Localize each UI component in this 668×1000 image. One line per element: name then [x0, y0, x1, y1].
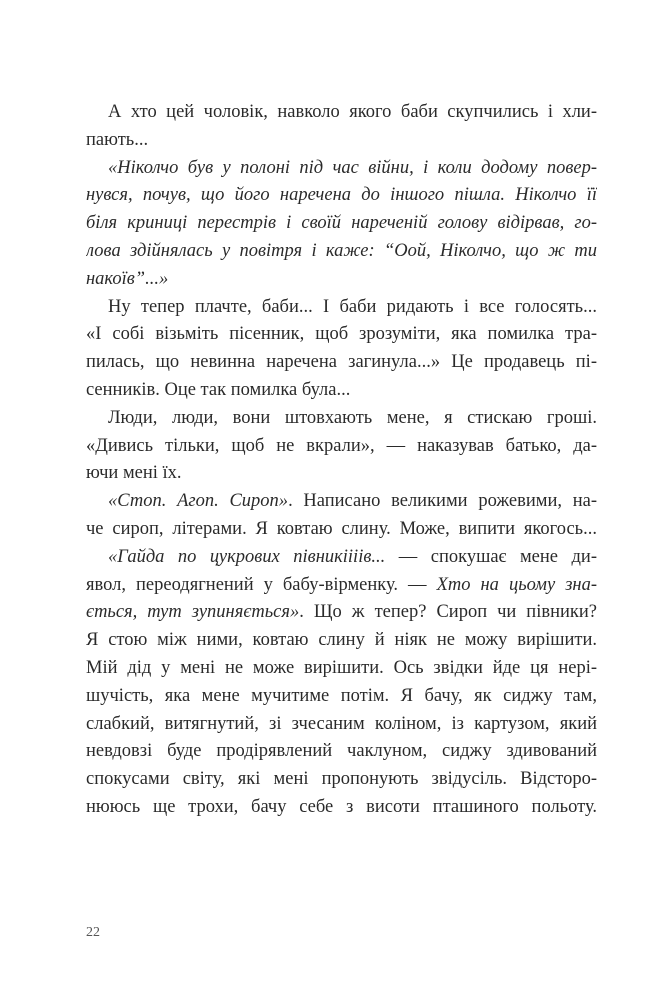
- text-segment: Ну тепер плачте, баби... І баби ридають і все голосять...: [108, 296, 597, 317]
- text-line: [86, 488, 597, 516]
- text-segment: — спокушає мене ди-: [385, 546, 597, 567]
- text-segment: «Дивись тільки, щоб не вкрали», — наказував батько, да-: [86, 435, 597, 456]
- text-segment: пилась, що невинна наречена загинула...» Це продавець пі-: [86, 352, 597, 373]
- text-line: [86, 738, 597, 766]
- body-text: [86, 99, 597, 822]
- italic-quote: нувся, почув, що його наречена до іншого пішла. Ніколчо її: [86, 185, 597, 206]
- italic-quote: Хто на цьому зна-: [436, 574, 597, 595]
- text-line: [86, 377, 597, 405]
- text-segment: пають...: [86, 129, 149, 150]
- text-line: [86, 683, 597, 711]
- text-segment: А хто цей чоловік, навколо якого баби скупчились і хли-: [108, 102, 597, 122]
- text-line: [86, 711, 597, 739]
- text-line: [86, 655, 597, 683]
- text-line: [86, 99, 597, 127]
- italic-quote: ється, тут зупиняється»: [86, 602, 300, 623]
- text-segment: . Що ж тепер? Сироп чи півники?: [299, 602, 597, 623]
- italic-quote: «Гайда по цукрових півникіііів...: [108, 546, 386, 567]
- text-segment: Люди, люди, вони штовхають мене, я стискаю гроші.: [108, 407, 597, 428]
- text-line: [86, 238, 597, 266]
- text-line: [86, 572, 597, 600]
- text-line: [86, 460, 597, 488]
- italic-quote: лова здійнялась у повітря і каже: “Оой, Ніколчо, що ж ти: [86, 240, 597, 261]
- text-segment: ючи мені їх.: [86, 463, 182, 484]
- text-line: [86, 599, 597, 627]
- text-segment: шучість, яка мене мучитиме потім. Я бачу, як сиджу там,: [86, 685, 597, 706]
- text-line: [86, 127, 597, 155]
- text-segment: Я стою між ними, ковтаю слину й ніяк не можу вирішити.: [86, 630, 597, 651]
- text-line: [86, 155, 597, 183]
- text-line: [86, 182, 597, 210]
- text-segment: Мій дід у мені не може вирішити. Ось звідки йде ця нері-: [86, 657, 597, 678]
- text-line: [86, 433, 597, 461]
- text-line: [86, 794, 597, 822]
- text-line: [86, 766, 597, 794]
- text-segment: нююсь ще трохи, бачу себе з висоти пташиного польоту.: [86, 796, 597, 817]
- text-segment: «І собі візьміть пісенник, щоб зрозуміти, яка помилка тра-: [86, 324, 597, 345]
- page-number: 22: [86, 925, 100, 940]
- text-line: [86, 627, 597, 655]
- text-line: [86, 349, 597, 377]
- text-line: [86, 321, 597, 349]
- text-line: [86, 405, 597, 433]
- text-segment: . Написано великими рожевими, на-: [288, 491, 597, 512]
- text-line: [86, 210, 597, 238]
- text-line: [86, 544, 597, 572]
- text-line: [86, 266, 597, 294]
- italic-quote: «Ніколчо був у полоні під час війни, і коли додому повер-: [108, 157, 597, 178]
- italic-quote: біля криниці перестрів і своїй нареченій голову відірвав, го-: [86, 213, 597, 234]
- text-segment: че сироп, літерами. Я ковтаю слину. Може, випити якогось...: [86, 518, 597, 539]
- text-line: [86, 294, 597, 322]
- text-segment: невдовзі буде продірявлений чаклуном, сиджу здивований: [86, 741, 597, 762]
- text-segment: сенників. Оце так помилка була...: [86, 379, 351, 400]
- text-segment: слабкий, витягнутий, зі зчесаним коліном, із картузом, який: [86, 713, 597, 734]
- italic-quote: «Стоп. Агоп. Сироп»: [108, 491, 289, 512]
- text-segment: явол, переодягнений у бабу-вірменку. —: [86, 574, 437, 595]
- text-segment: спокусами світу, які мені пропонують звідусіль. Відсторо-: [86, 769, 597, 790]
- italic-quote: накоїв”...»: [86, 268, 169, 289]
- text-line: [86, 516, 597, 544]
